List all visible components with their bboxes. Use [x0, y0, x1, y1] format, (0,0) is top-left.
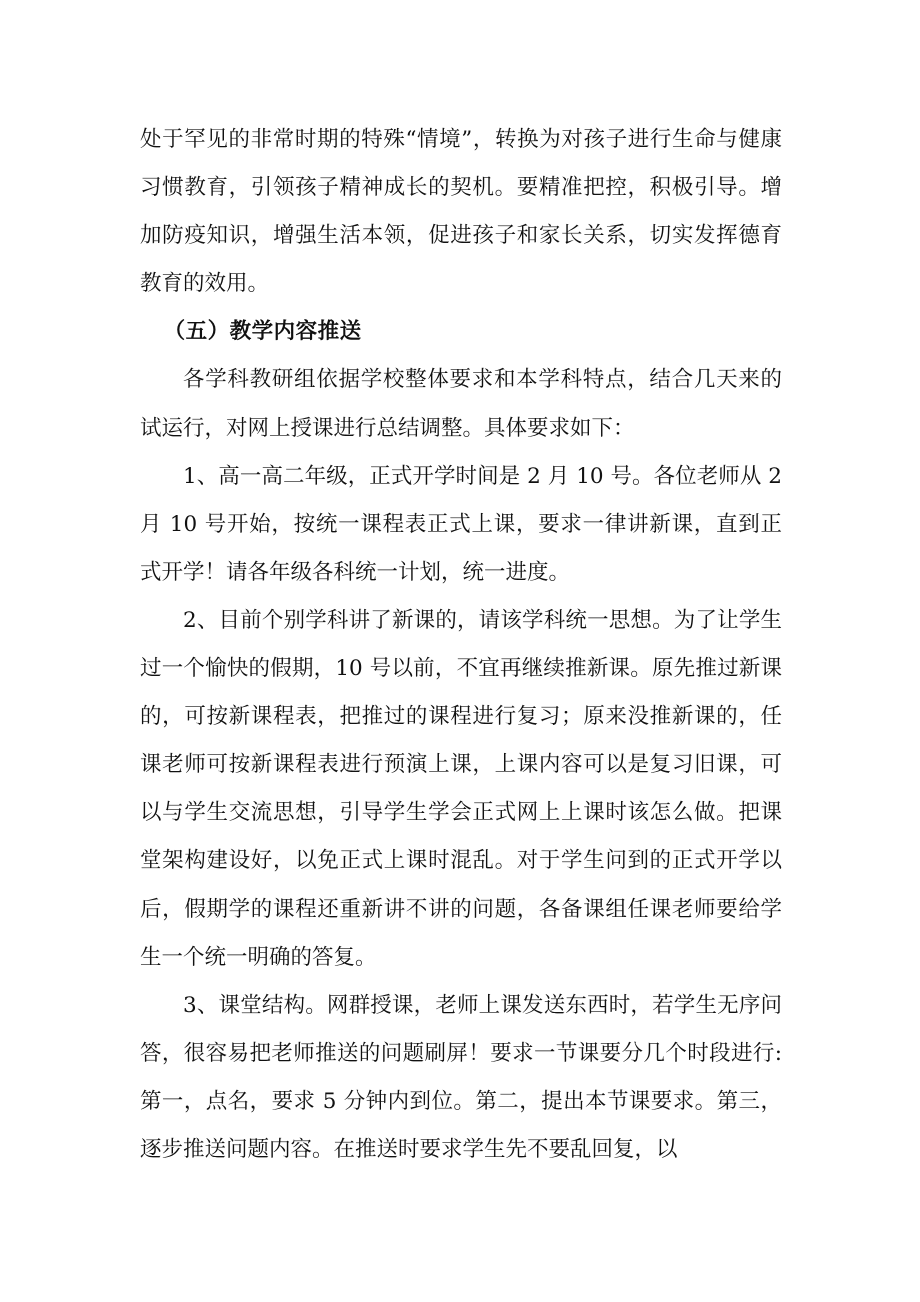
paragraph-item-3-class-structure: 3、课堂结构。网群授课，老师上课发送东西时，若学生无序问答，很容易把老师推送的问题刷屏！要求一节课要分几个时段进行: 第一，点名，要求 5 分钟内到位。第二，提出本节课要求。第三，逐步推送问题内容。在推送时要求学生先不要乱回复，以 [140, 992, 782, 1162]
document-body [140, 116, 782, 1174]
paragraph-subject-groups: 各学科教研组依据学校整体要求和本学科特点，结合几天来的试运行，对网上授课进行总结调整。具体要求如下： [140, 367, 782, 441]
section-heading-teaching-content: （五）教学内容推送 [163, 319, 362, 345]
paragraph-moral-education-ending: 处于罕见的非常时期的特殊“情境”，转换为对孩子进行生命与健康习惯教育，引领孩子精神成长的契机。要精准把控，积极引导。增加防疫知识，增强生活本领，促进孩子和家长关系，切实发挥德育教育的效用。 [140, 127, 782, 297]
paragraph-item-1-start-date: 1、高一高二年级，正式开学时间是 2 月 10 号。各位老师从 2 月 10 号开始，按统一课程表正式上课，要求一律讲新课，直到正式开学！请各年级各科统一计划，统一进度。 [140, 463, 782, 585]
paragraph-item-2-new-lessons: 2、目前个别学科讲了新课的，请该学科统一思想。为了让学生过一个愉快的假期，10 号以前，不宜再继续推新课。原先推过新课的，可按新课程表，把推过的课程进行复习；原来没推新课的，任课老师可按新课程表进行预演上课，上课内容可以是复习旧课，可以与学生交流思想，引导学生学会正式网上上课时该怎么做。把课堂架构建设好，以免正式上课时混乱。对于学生问到的正式开学以后，假期学的课程还重新讲不讲的问题，各备课组任课老师要给学生一个统一明确的答复。 [140, 607, 782, 970]
